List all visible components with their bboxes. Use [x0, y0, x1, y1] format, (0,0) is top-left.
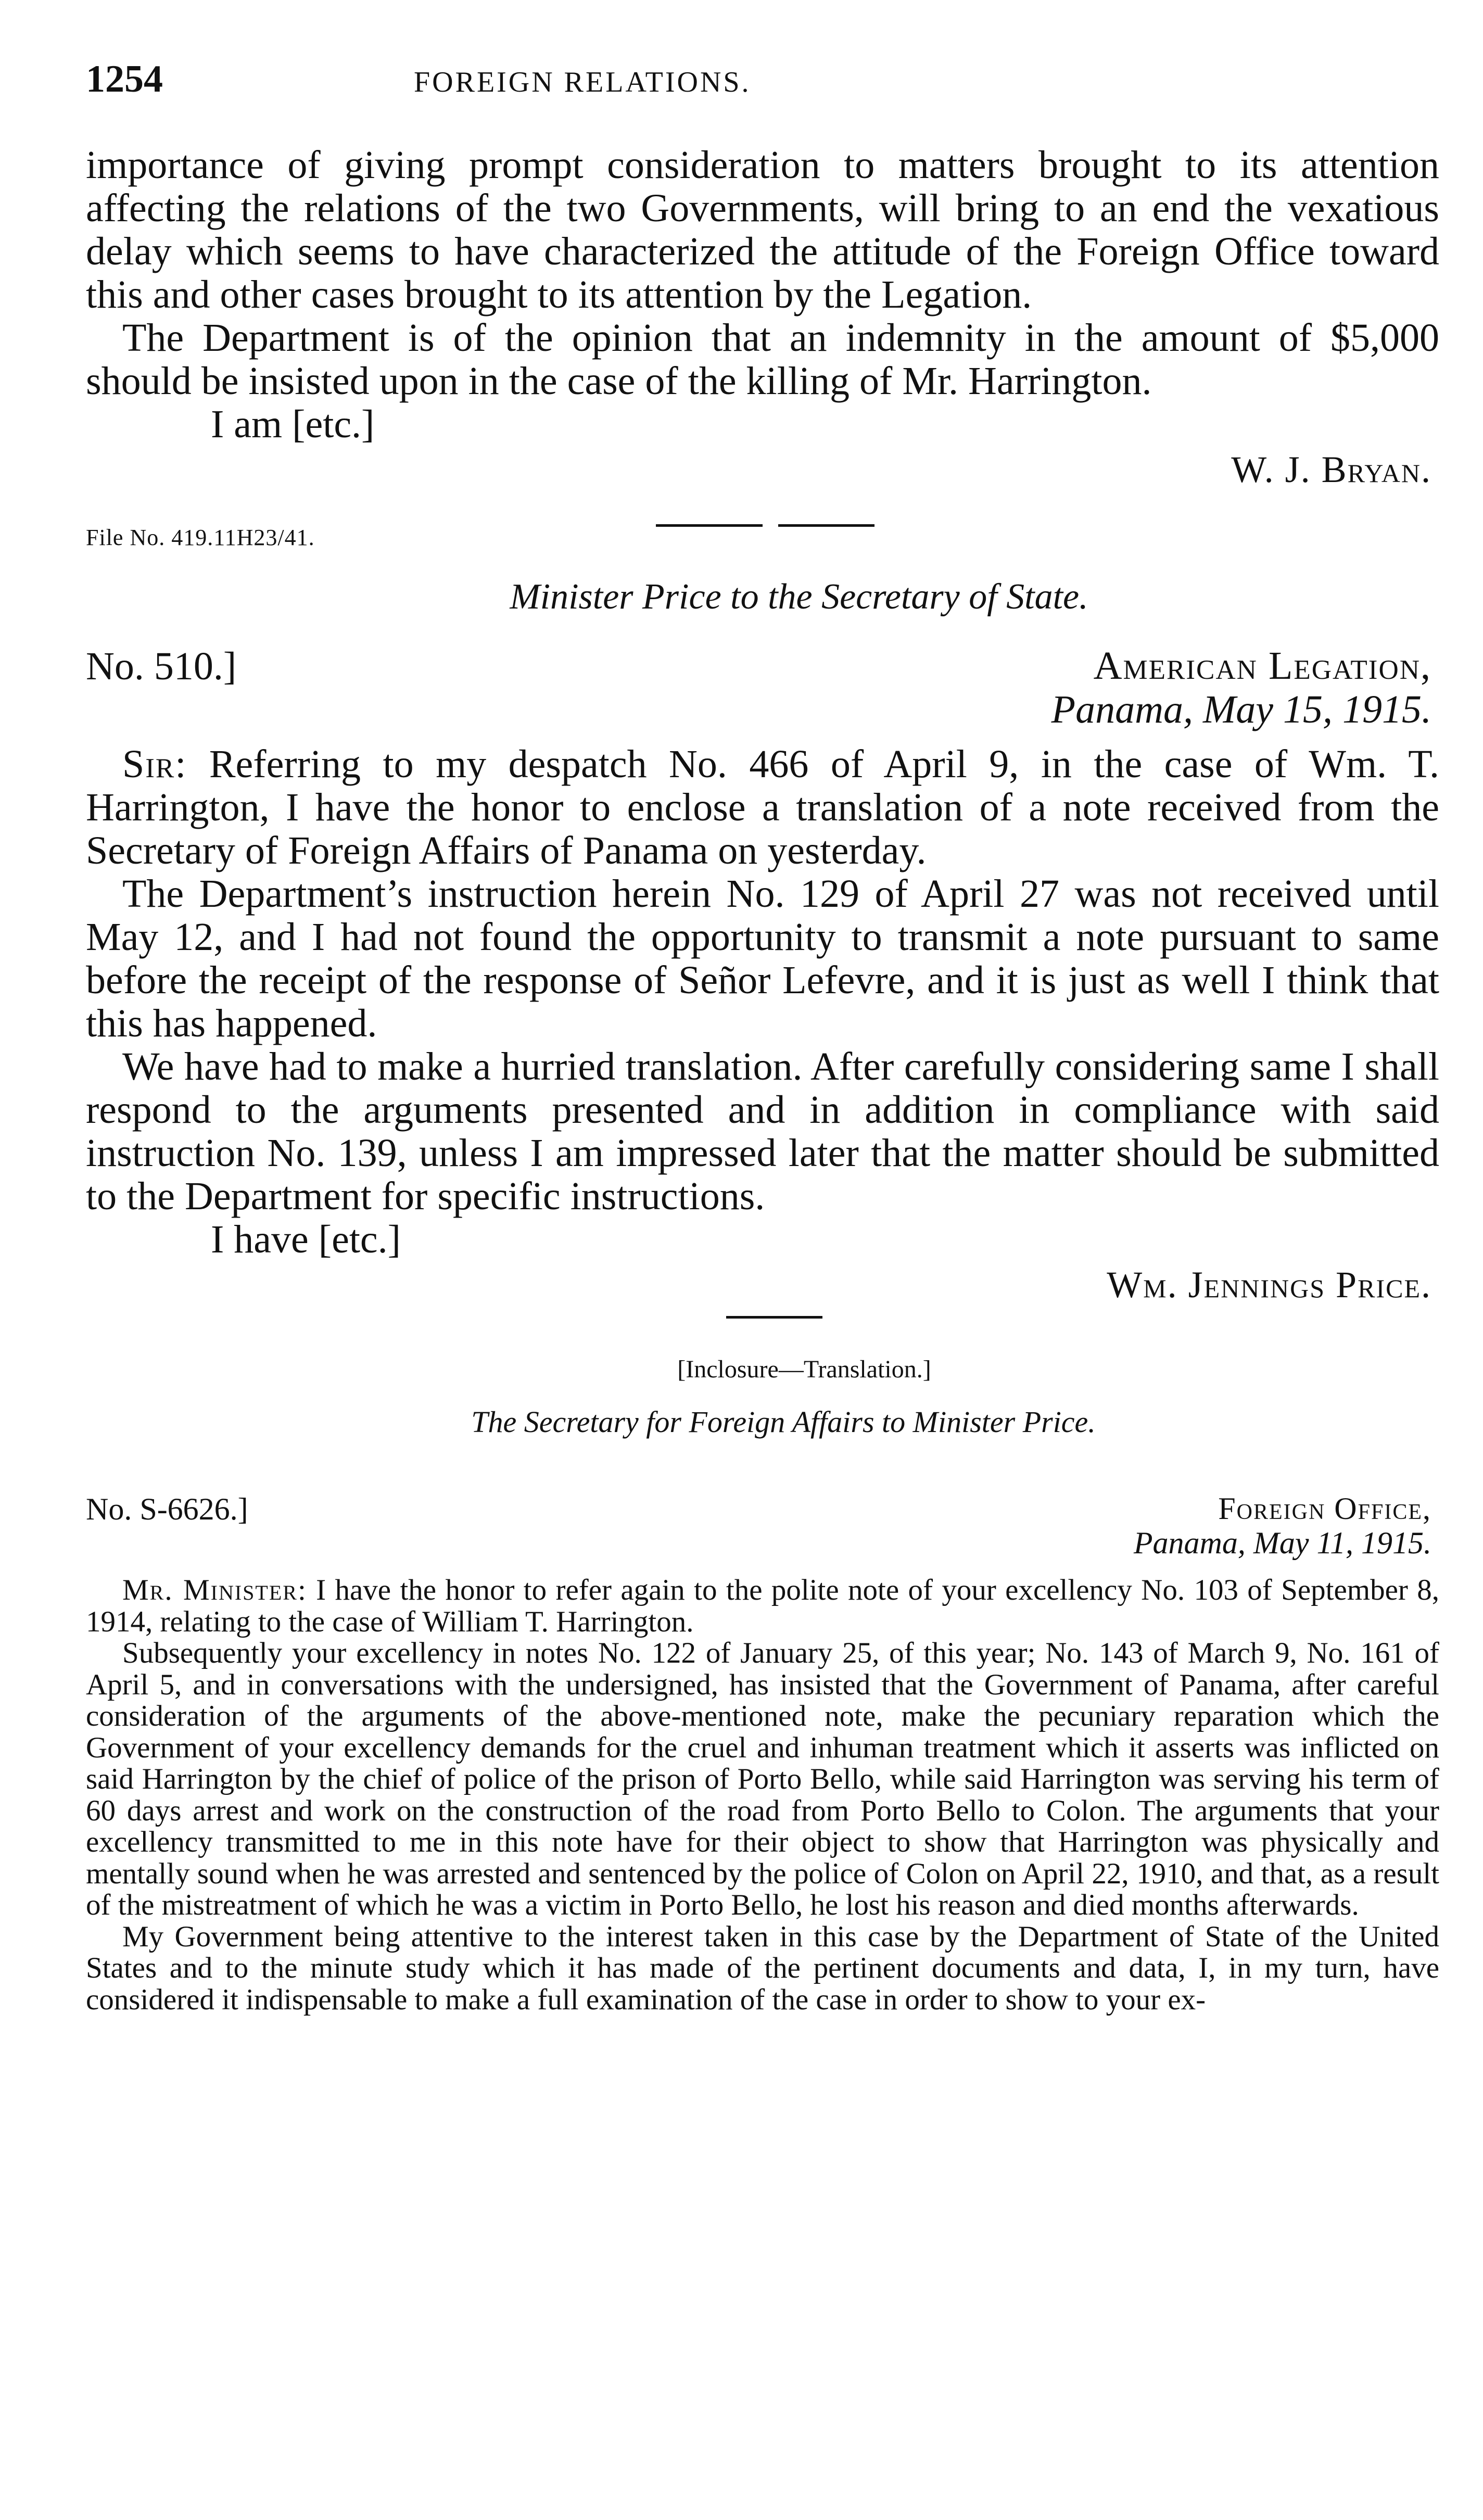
letter2-salutation: Sir:: [122, 742, 187, 786]
letter2-title: Minister Price to the Secretary of State.: [510, 577, 1088, 617]
letter2-paragraph-1-text: Referring to my despatch No. 466 of April 9, in the case of Wm. T. Harrington, I have the honor to enclose a translation of a note received from the Secretary of Foreign Affairs of Panama on yesterday.: [86, 742, 1440, 872]
letter2-origin: [1051, 644, 1431, 731]
separator-rule-right: [778, 524, 874, 527]
section1-closing: I am [etc.]: [211, 402, 375, 446]
letter2-dateline: [86, 644, 1439, 743]
letter2-origin-line1: American Legation,: [1093, 644, 1431, 688]
file-number-row: [86, 498, 1439, 561]
separator-rule-center: [726, 1316, 822, 1319]
inclosure-title: The Secretary for Foreign Affairs to Minister Price.: [471, 1405, 1096, 1439]
section1-paragraph-2: The Department is of the opinion that an indemnity in the amount of $5,000 should be insisted upon in the case of the killing of Mr. Harrington.: [86, 316, 1439, 403]
inclosure-body: [86, 1575, 1439, 2016]
page-column: [86, 57, 1439, 2016]
letter2-body: [86, 743, 1439, 1218]
letter2-origin-line2: Panama, May 15, 1915.: [1051, 688, 1431, 731]
file-number: File No. 419.11H23/41.: [86, 525, 315, 550]
inclosure-dateline: [86, 1491, 1439, 1575]
inclosure-origin: [1134, 1491, 1431, 1560]
inclosure-salutation: Mr. Minister:: [122, 1574, 307, 1606]
letter2-paragraph-1: [86, 743, 1439, 872]
page-header: [86, 57, 1439, 115]
inclosure-paragraph-2: Subsequently your excellency in notes No. 122 of January 25, of this year; No. 143 of March 9, No. 161 of April 5, and in conversations with the undersigned, has insisted that the Government of Panama, after careful consideration of the arguments of the above-mentioned note, make the pecuniary reparation which the Government of your excellency demands for the cruel and inhuman treatment which it asserts was inflicted on said Harrington by the chief of police of the prison of Porto Bello, while said Harrington was serving his term of 60 days arrest and work on the construction of the road from Porto Bello to Colon. The arguments that your excellency transmitted to me in this note have for their object to show that Harrington was physically and mentally sound when he was arrested and sentenced by the police of Colon on April 22, 1910, and that, as a result of the mistreatment of which he was a victim in Porto Bello, he lost his reason and died months afterwards.: [86, 1637, 1439, 1921]
inclosure-label: [Inclosure—Translation.]: [677, 1356, 931, 1383]
inclosure-paragraph-1-text: I have the honor to refer again to the polite note of your excellency No. 103 of September 8, 1914, relating to the case of William T. Harrington.: [86, 1574, 1440, 1638]
inclosure-paragraph-1: [86, 1575, 1439, 1638]
section1-signature: W. J. Bryan.: [1231, 449, 1431, 490]
mid-separator: [86, 1308, 1439, 1345]
letter2-signature: Wm. Jennings Price.: [1107, 1264, 1431, 1306]
letter2-paragraph-3: We have had to make a hurried translation. After carefully considering same I shall respond to the arguments presented and in addition in compliance with said instruction No. 139, unless I am impressed later that the matter should be submitted to the Department for specific instructions.: [86, 1045, 1439, 1218]
section1-paragraph-1: importance of giving prompt consideration to matters brought to its attention affecting the relations of the two Governments, will bring to an end the vexatious delay which seems to have characterized the attitude of the Foreign Office toward this and other cases brought to its attention by the Legation.: [86, 143, 1439, 316]
page-number: 1254: [86, 58, 163, 100]
inclosure-number: No. S-6626.]: [86, 1492, 248, 1526]
letter2-closing: I have [etc.]: [211, 1218, 401, 1261]
letter2-paragraph-2: The Department’s instruction herein No. 129 of April 27 was not received until May 12, and I had not found the opportunity to transmit a note pursuant to same before the receipt of the response of Señor Lefevre, and it is just as well I think that this has happened.: [86, 872, 1439, 1045]
running-head: FOREIGN RELATIONS.: [414, 66, 751, 98]
inclosure-origin-line1: Foreign Office,: [1218, 1491, 1431, 1526]
letter2-number: No. 510.]: [86, 644, 237, 688]
separator-rule-left: [656, 524, 763, 527]
inclosure-paragraph-3: My Government being attentive to the interest taken in this case by the Department of State of the United States and to the minute study which it has made of the pertinent documents and data, I, in my turn, have considered it indispensable to make a full examination of the case in order to show to your ex-: [86, 1920, 1439, 2016]
section1-body: [86, 144, 1439, 403]
inclosure-origin-line2: Panama, May 11, 1915.: [1133, 1526, 1431, 1560]
